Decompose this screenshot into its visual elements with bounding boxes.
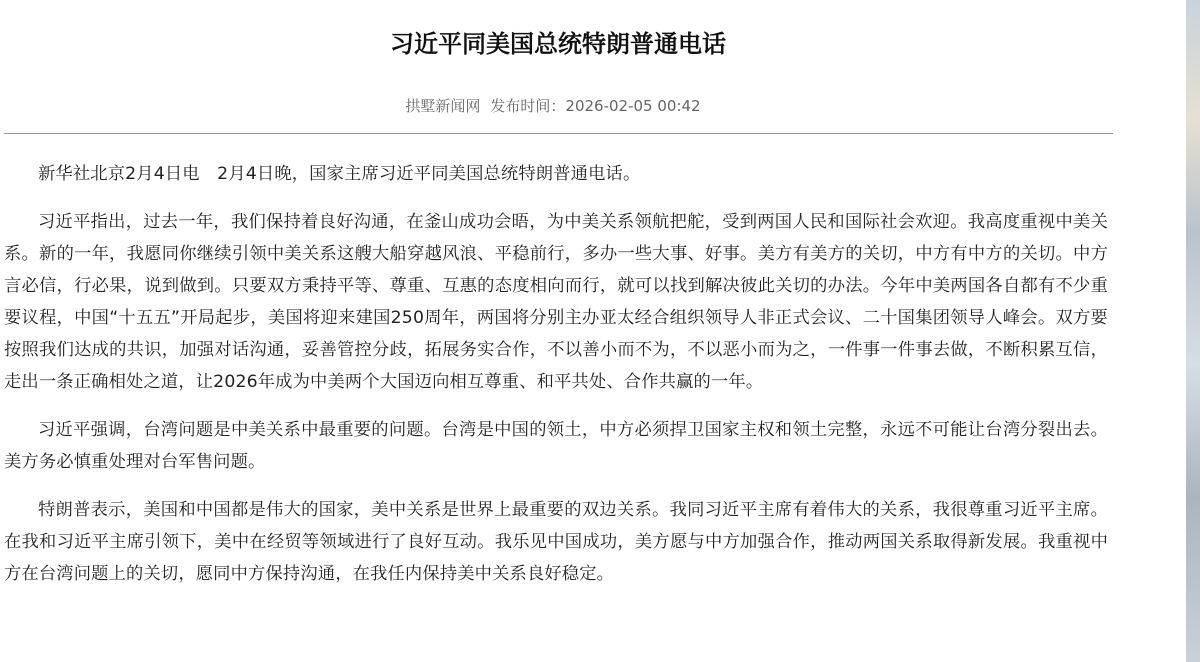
article-title: 习近平同美国总统特朗普通电话 [390,30,726,58]
background-image-edge [1186,0,1200,662]
paragraph-3: 习近平强调，台湾问题是中美关系中最重要的问题。台湾是中国的领土，中方必须捍卫国家主权和领土完整，永远不可能让台湾分裂出去。美方务必慎重处理对台军售问题。 [4,420,1108,472]
article-meta [0,95,1106,117]
paragraph-2: 习近平指出，过去一年，我们保持着良好沟通，在釜山成功会晤，为中美关系领航把舵，受到两国人民和国际社会欢迎。我高度重视中美关系。新的一年，我愿同你继续引领中美关系这艘大船穿越风浪、平稳前行，多办一些大事、好事。美方有美方的关切，中方有中方的关切。中方言必信，行必果，说到做到。只要双方秉持平等、尊重、互惠的态度相向而行，就可以找到解决彼此关切的办法。今年中美两国各自都有不少重要议程，中国“十五五”开局起步，美国将迎来建国250周年，两国将分别主办亚太经合组织领导人非正式会议、二十国集团领导人峰会。双方要按照我们达成的共识，加强对话沟通，妥善管控分歧，拓展务实合作，不以善小而不为，不以恶小而为之，一件事一件事去做，不断积累互信，走出一条正确相处之道，让2026年成为中美两个大国迈向相互尊重、和平共处、合作共赢的一年。 [4,212,1108,392]
article-body [4,158,1108,606]
publish-time: 发布时间：2026-02-05 00:42 [490,97,701,115]
title-divider [4,133,1113,134]
paragraph-1: 新华社北京2月4日电 2月4日晚，国家主席习近平同美国总统特朗普通电话。 [38,164,641,184]
article-source[interactable]: 拱墅新闻网 [405,97,481,115]
paragraph-4: 特朗普表示，美国和中国都是伟大的国家，美中关系是世界上最重要的双边关系。我同习近平主席有着伟大的关系，我很尊重习近平主席。在我和习近平主席引领下，美中在经贸等领域进行了良好互动。我乐见中国成功，美方愿与中方加强合作，推动两国关系取得新发展。我重视中方在台湾问题上的关切，愿同中方保持沟通，在我任内保持美中关系良好稳定。 [4,500,1108,584]
